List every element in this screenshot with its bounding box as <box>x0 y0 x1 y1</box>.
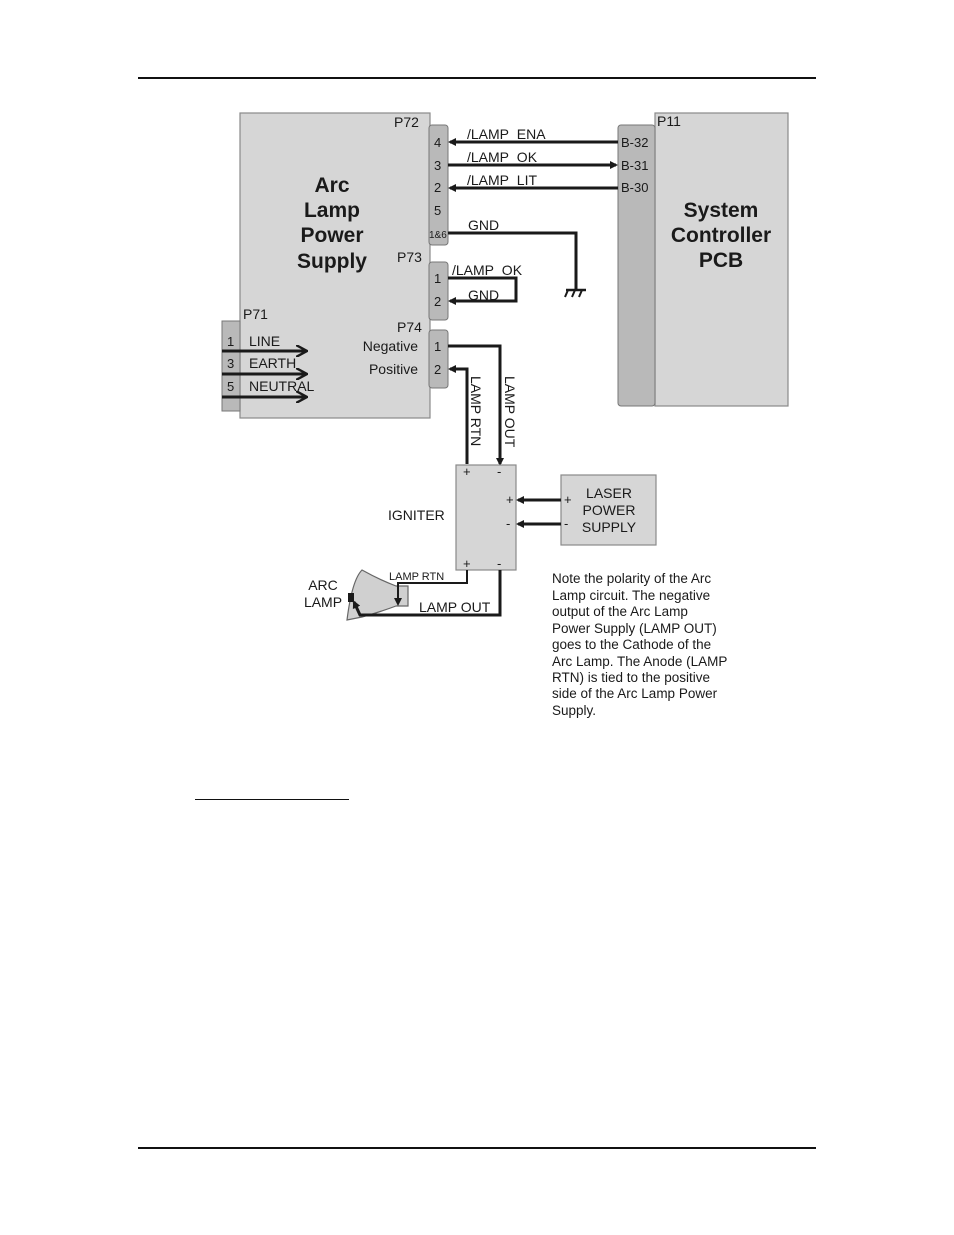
svg-text:LASER: LASER <box>586 485 632 501</box>
svg-text:Controller: Controller <box>670 224 772 247</box>
arc-lamp-label-line1: ARC <box>308 577 338 593</box>
igniter-bottom-minus: - <box>497 556 502 571</box>
p73-label: P73 <box>397 249 422 265</box>
igniter-right-minus: - <box>506 516 511 531</box>
line-label: LINE <box>249 333 281 349</box>
p74-label: P74 <box>397 319 422 335</box>
laser-plus-pin: + <box>564 492 572 507</box>
svg-text:output of the Arc Lamp: output of the Arc Lamp <box>552 604 688 619</box>
svg-text:side of the Arc Lamp Power: side of the Arc Lamp Power <box>552 686 718 701</box>
svg-text:Note the polarity of the Arc: Note the polarity of the Arc <box>552 571 712 586</box>
svg-text:goes to the Cathode of the: goes to the Cathode of the <box>552 637 712 652</box>
lamp-out-bottom-label: LAMP OUT <box>419 599 491 615</box>
svg-text:RTN) is tied to the positive: RTN) is tied to the positive <box>552 670 711 685</box>
arc-lamp-label-line2: LAMP <box>303 594 343 610</box>
gnd-label: GND <box>468 217 500 233</box>
p73-gnd-label: GND <box>468 287 500 303</box>
p11-pin: B-32 <box>621 135 649 150</box>
p74-positive-label: Positive <box>368 361 418 377</box>
igniter-top-minus: - <box>497 464 502 479</box>
p74-pin: 2 <box>434 362 442 377</box>
svg-text:Supply: Supply <box>296 250 368 273</box>
p11-pin: B-31 <box>621 158 649 173</box>
svg-text:Arc Lamp. The Anode (LAMP: Arc Lamp. The Anode (LAMP <box>552 654 728 669</box>
lamp-out-vertical-label: LAMP OUT <box>502 376 518 448</box>
igniter-label: IGNITER <box>388 507 445 523</box>
ground-icon <box>565 290 586 297</box>
earth-label: EARTH <box>249 355 297 371</box>
svg-text:Supply.: Supply. <box>552 703 597 718</box>
p71-pin: 5 <box>227 379 235 394</box>
igniter-top-plus: + <box>463 464 471 479</box>
lamp-rtn-vertical-label: LAMP RTN <box>468 376 484 447</box>
neutral-label: NEUTRAL <box>249 378 315 394</box>
laser-minus-pin: - <box>564 516 569 531</box>
svg-text:Power: Power <box>300 224 364 247</box>
p11-pin: B-30 <box>621 180 649 195</box>
svg-text:Lamp: Lamp <box>303 199 361 222</box>
p72-label: P72 <box>394 114 419 130</box>
lamp-ena-label: /LAMP_ENA <box>467 126 546 142</box>
p73-pin: 1 <box>434 271 442 286</box>
lamp-ok-label: /LAMP_OK <box>467 149 538 165</box>
svg-text:POWER: POWER <box>582 502 636 518</box>
p74-pin: 1 <box>434 339 442 354</box>
igniter-bottom-plus: + <box>463 556 471 571</box>
svg-text:PCB: PCB <box>698 249 744 272</box>
svg-text:Lamp circuit. The negative: Lamp circuit. The negative <box>552 588 711 603</box>
lamp-rtn-bottom-label: LAMP RTN <box>389 571 445 583</box>
p71-pin: 3 <box>227 356 235 371</box>
svg-text:Power Supply (LAMP OUT): Power Supply (LAMP OUT) <box>552 621 717 636</box>
p72-pin: 1&6 <box>429 230 447 241</box>
lamp-rtn-wire <box>450 369 467 464</box>
p72-pin: 5 <box>434 203 442 218</box>
lamp-lit-label: /LAMP_LIT <box>467 172 538 188</box>
p73-pin: 2 <box>434 294 442 309</box>
svg-text:SUPPLY: SUPPLY <box>581 519 637 535</box>
p11-label: P11 <box>657 113 681 129</box>
p71-pin: 1 <box>227 334 235 349</box>
igniter-right-plus: + <box>506 492 514 507</box>
p74-negative-label: Negative <box>362 338 418 354</box>
laser-power-supply-title <box>582 485 637 535</box>
svg-text:System: System <box>683 199 759 222</box>
p72-pin: 4 <box>434 135 442 150</box>
p71-label: P71 <box>243 306 268 322</box>
p73-lamp-ok-label: /LAMP_OK <box>452 262 523 278</box>
svg-text:Arc: Arc <box>314 174 350 197</box>
p72-pin: 3 <box>434 158 442 173</box>
polarity-note <box>552 571 727 718</box>
p72-pin: 2 <box>434 180 442 195</box>
